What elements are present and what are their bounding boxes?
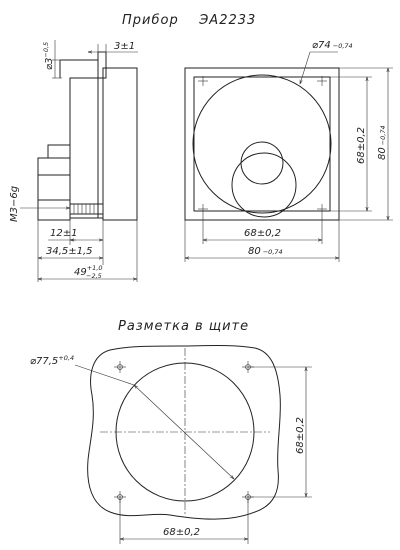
side-view	[9, 40, 138, 282]
bezel-lip	[98, 52, 106, 78]
dim-49-tol-low: −2,5	[86, 272, 102, 280]
dim-lip: 3±1	[114, 41, 136, 52]
dim-cutout-w68: 68±0,2	[163, 527, 201, 538]
dim-34: 34,5±1,5	[46, 246, 93, 257]
dim-cutout-h68: 68±0,2	[295, 416, 306, 454]
dim-front-h80: 80−0,74	[377, 125, 388, 160]
screw-marks	[198, 76, 327, 214]
drawing-title: Прибор ЭА2233	[122, 13, 257, 28]
dim-front-dia: ⌀74 −0,74	[312, 40, 353, 51]
dim-12: 12±1	[50, 228, 78, 239]
dim-d3: $⌀3^{-0,5}$	[42, 41, 55, 70]
terminal-block	[38, 158, 70, 220]
dim-front-w80: 80 −0,74	[248, 246, 283, 257]
dim-front-h68: 68±0,2	[356, 126, 367, 164]
panel-cutout	[30, 346, 312, 545]
front-bezel	[185, 68, 339, 220]
dim-thread: M3−6g	[9, 185, 20, 222]
dim-front-w68: 68±0,2	[244, 228, 282, 239]
dim-cutout-dia: $⌀77,5^{+0,4}$	[30, 354, 75, 367]
front-view	[185, 40, 393, 262]
cutout-title: Разметка в щите	[118, 319, 250, 334]
front-inner-frame	[194, 77, 330, 211]
dim-49: $49^{+1,0}$	[74, 264, 103, 278]
bezel-plate	[103, 68, 137, 220]
zero-adjuster	[232, 153, 296, 217]
dial-circle	[193, 75, 331, 213]
